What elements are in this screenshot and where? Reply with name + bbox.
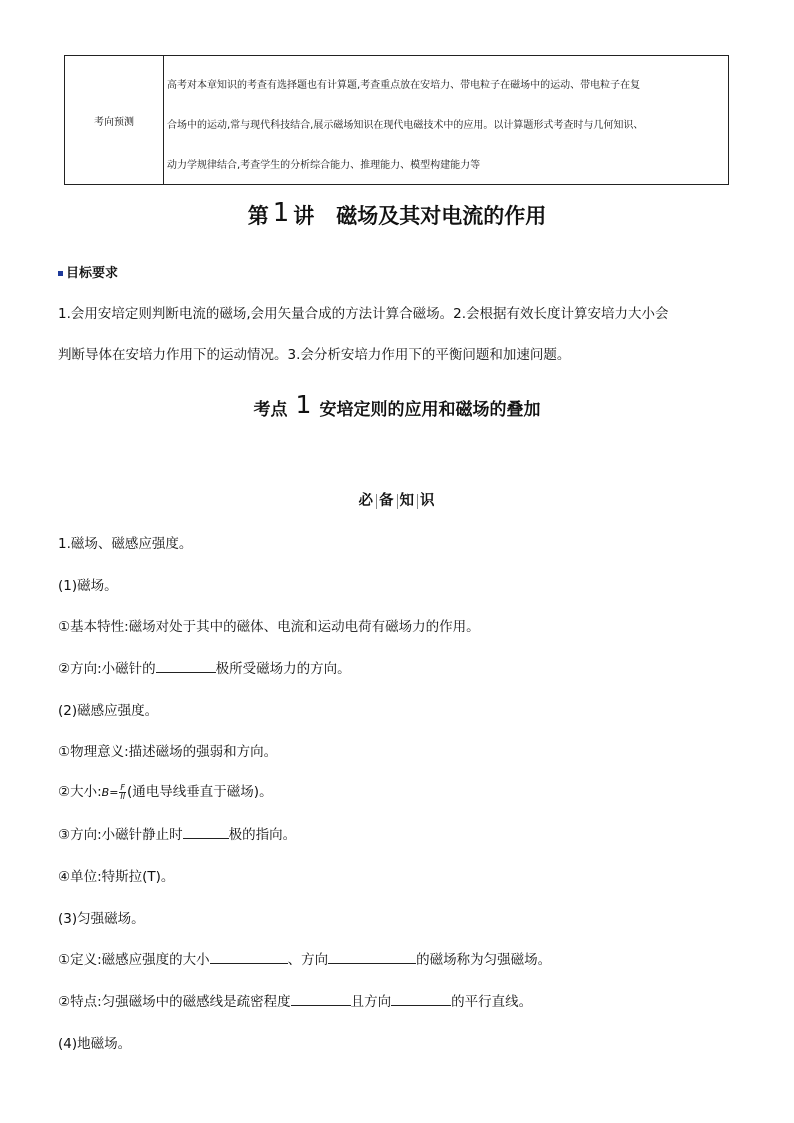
separator — [417, 494, 418, 509]
goals-line-1: 1.会用安培定则判断电流的磁场,会用矢量合成的方法计算合磁场。2.会根据有效长度计算安培力大小会 — [58, 306, 669, 322]
goals-line-2: 判断导体在安培力作用下的运动情况。3.会分析安培力作用下的平衡问题和加速问题。 — [58, 347, 571, 363]
formula-fraction — [119, 784, 126, 801]
fraction-numerator: F — [120, 782, 126, 792]
forecast-label: 考向预测 — [94, 116, 134, 128]
content-line — [58, 657, 351, 677]
knowledge-char: 必 — [358, 493, 374, 509]
forecast-table — [64, 55, 729, 185]
text-segment: ③方向:小磁针静止时 — [58, 827, 183, 843]
chapter-name: 磁场及其对电流的作用 — [336, 204, 547, 228]
point-prefix: 考点 — [253, 400, 288, 420]
text-segment: ②大小: — [58, 784, 102, 800]
content-line: (3)匀强磁场。 — [58, 911, 145, 927]
content-line — [58, 990, 532, 1010]
content-line: 1.磁场、磁感应强度。 — [58, 536, 193, 552]
content-line: ④单位:特斯拉(T)。 — [58, 869, 175, 885]
point-number: 1 — [295, 390, 312, 419]
fill-blank[interactable] — [391, 991, 451, 1006]
table-divider — [163, 56, 164, 184]
fill-blank[interactable] — [156, 658, 216, 673]
forecast-line: 动力学规律结合,考查学生的分析综合能力、推理能力、模型构建能力等 — [167, 160, 481, 171]
text-segment: ①定义:磁感应强度的大小 — [58, 952, 210, 968]
fraction-denominator: Il — [120, 791, 126, 801]
square-bullet-icon — [58, 271, 63, 276]
text-segment: 且方向 — [350, 994, 392, 1010]
content-line — [58, 780, 273, 801]
formula-equals: = — [109, 786, 119, 799]
separator — [376, 494, 377, 509]
goals-heading-text: 目标要求 — [66, 266, 119, 281]
knowledge-char: 识 — [420, 493, 436, 509]
content-line — [58, 948, 551, 968]
text-segment: ②特点:匀强磁场中的磁感线是疏密程度 — [58, 994, 291, 1010]
goals-heading — [58, 262, 118, 281]
knowledge-heading — [0, 489, 794, 510]
text-segment: 极所受磁场力的方向。 — [215, 661, 351, 677]
content-line: (1)磁场。 — [58, 578, 118, 594]
text-segment: ②方向:小磁针的 — [58, 661, 156, 677]
formula-symbol: B — [101, 786, 110, 799]
knowledge-char: 备 — [379, 493, 395, 509]
content-line — [58, 823, 296, 843]
separator — [397, 494, 398, 509]
fill-blank[interactable] — [328, 949, 416, 964]
content-line: ①基本特性:磁场对处于其中的磁体、电流和运动电荷有磁场力的作用。 — [58, 619, 480, 635]
fill-blank[interactable] — [291, 991, 351, 1006]
content-line: (4)地磁场。 — [58, 1036, 132, 1052]
chapter-number: 1 — [272, 198, 290, 228]
text-segment: 的平行直线。 — [451, 994, 533, 1010]
forecast-line: 合场中的运动,常与现代科技结合,展示磁场知识在现代电磁技术中的应用。以计算题形式考查时与几何知识、 — [167, 120, 644, 131]
content-line: (2)磁感应强度。 — [58, 703, 159, 719]
text-segment: (通电导线垂直于磁场)。 — [127, 784, 273, 800]
chapter-prefix: 第 — [247, 204, 269, 228]
text-segment: 、方向 — [287, 952, 329, 968]
fill-blank[interactable] — [210, 949, 288, 964]
chapter-suffix: 讲 — [293, 204, 315, 228]
text-segment: 极的指向。 — [228, 827, 297, 843]
knowledge-char: 知 — [399, 493, 415, 509]
point-title — [0, 392, 794, 421]
chapter-title — [0, 200, 794, 230]
text-segment: 的磁场称为匀强磁场。 — [416, 952, 552, 968]
forecast-line: 高考对本章知识的考查有选择题也有计算题,考查重点放在安培力、带电粒子在磁场中的运动、带电粒子在复 — [167, 80, 641, 91]
point-name: 安培定则的应用和磁场的叠加 — [319, 400, 541, 420]
content-line: ①物理意义:描述磁场的强弱和方向。 — [58, 744, 278, 760]
forecast-content — [167, 66, 727, 186]
fill-blank[interactable] — [183, 824, 229, 839]
